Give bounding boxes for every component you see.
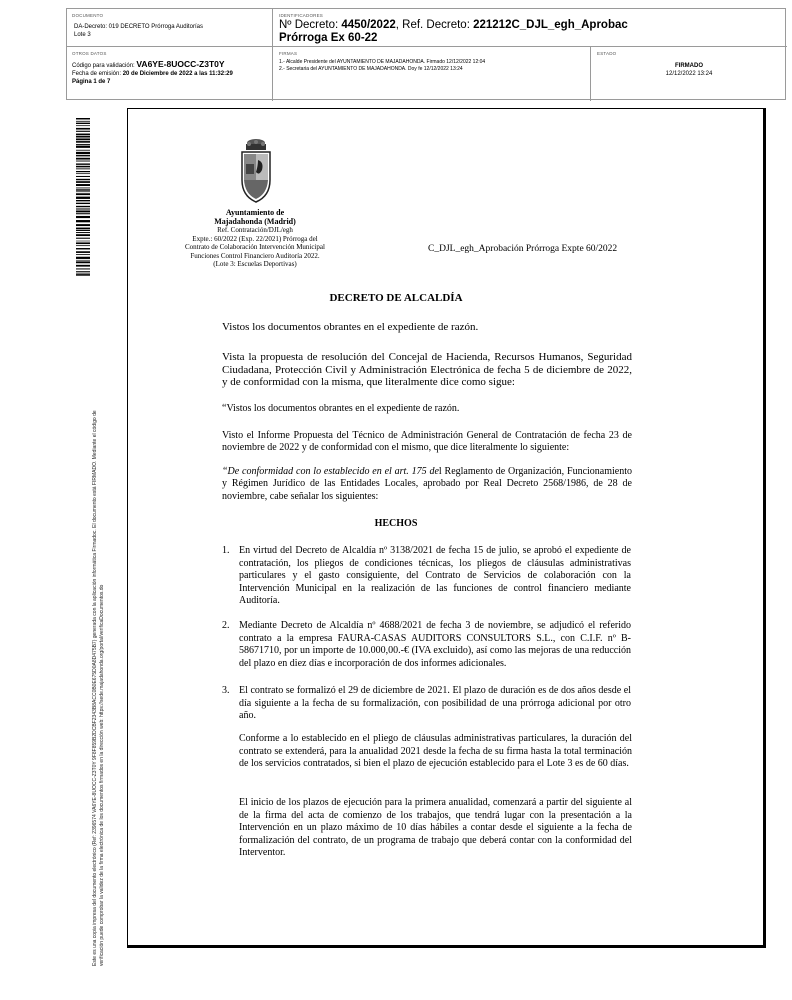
estado-label: ESTADO: [597, 51, 617, 56]
firmas-label: FIRMAS: [279, 51, 298, 56]
coat-of-arms-icon: [234, 136, 278, 206]
ref-line2: Prórroga Ex 60-22: [279, 32, 378, 44]
firmas-cell: [273, 47, 591, 101]
validation-code: VA6YE-8UOCC-Z3T0Y: [136, 59, 225, 69]
identificadores-cell: [273, 9, 787, 47]
list-item-text: Mediante Decreto de Alcaldía nº 4688/2021 de fecha 3 de noviembre, se adjudicó el referido contrato a la empresa FAURA-CASAS AUDITORS CONSULTORS S.L., con C.I.F. nº B-58671710, por un importe de 10.000,00.-€ (IVA excluido), así como las mejoras de una reducción del plazo en diez días e incorporación de dos informes adicionales.: [239, 620, 631, 669]
estado-cell: [591, 47, 787, 101]
list-item-number: 3.: [222, 685, 230, 696]
identificadores-label: IDENTIFICADORES: [279, 13, 324, 18]
list-item-text: En virtud del Decreto de Alcaldía nº 3138/2021 de fecha 15 de julio, se aprobó el expediente de contratación, los pliegos de condiciones técnicas, los pliegos de cláusulas administrativas particulares y el gasto consiguiente, del Contrato de Servicios de colaboración con la Intervención Municipal en la realización de las funciones de control financiero mediante Auditoría.: [239, 545, 631, 607]
document-ref-code: C_DJL_egh_Aprobación Prórroga Expte 60/2022: [428, 244, 618, 254]
paragraph-5: [222, 466, 632, 503]
vertical-line-1: Este es una copia impresa del documento electrónico (Ref: 2396574 VA6YE-8UOCC-Z3T0Y 9F8F859B2DCBF2343B8ACC0B0E675D0A8D475B7) generada con la aplicación informática Firmadoc. El documento está FIRMADO. Mediante el código de: [92, 410, 98, 966]
estado-fecha: 12/12/2022 13:24: [665, 71, 713, 77]
paragraph-5-italic: “De conformidad con lo establecido en el art. 175 de: [222, 466, 439, 477]
vertical-line-2: verificación puede comprobar la validez de la firma electrónica de los documentos firmados en la dirección web: https://sede.majadahonda.org/portal/verificaDocumentos.do: [99, 584, 105, 966]
fecha-emision: 20 de Diciembre de 2022 a las 11:32:29: [122, 71, 233, 77]
barcode-icon: [76, 118, 90, 276]
documento-cell: [67, 9, 273, 47]
paragraph-3: “Vistos los documentos obrantes en el expediente de razón.: [222, 403, 460, 414]
ref-value: 221212C_DJL_egh_Aprobac: [473, 19, 628, 31]
expediente-line1: Expte.: 60/2022 (Exp. 22/2021) Prórroga del: [192, 234, 318, 243]
list-item-number: 2.: [222, 620, 230, 631]
documento-line2: Lote 3: [74, 32, 91, 38]
codigo-label: Código para validación:: [72, 63, 135, 69]
otros-datos-cell: [67, 47, 273, 101]
decreto-prefix: Nº Decreto:: [279, 19, 339, 31]
estado-value: FIRMADO: [675, 63, 703, 69]
otros-label: OTROS DATOS: [72, 51, 107, 56]
decreto-number: 4450/2022: [341, 19, 396, 31]
ref-contratacion: Ref. Contratación/DJL/egh: [217, 226, 293, 234]
list-item: [222, 545, 632, 609]
documento-line1: DA-Decreto: 019 DECRETO Prórroga Auditorías: [74, 24, 203, 30]
paragraph-4: Visto el Informe Propuesta del Técnico de Administración General de Contratación de fecha 23 de noviembre de 2022 y de conformidad con el mismo, que dice literalmente lo siguiente:: [222, 430, 632, 453]
expediente-line4: (Lote 3: Escuelas Deportivas): [213, 260, 297, 268]
list-item-text: El contrato se formalizó el 29 de diciembre de 2021. El plazo de duración es de dos años desde el día siguiente a la fecha de su formalización, con posibilidad de una prórroga adicional por otro año.: [239, 685, 631, 722]
ref-prefix: , Ref. Decreto:: [395, 19, 470, 31]
firma-1: 1.- Alcalde Presidente del AYUNTAMIENTO DE MAJADAHONDA. Firmado 12/12/2022 12:04: [279, 59, 486, 65]
page-count: Página 1 de 7: [72, 79, 111, 85]
list-item-number: 1.: [222, 545, 230, 556]
list-item: [222, 620, 632, 672]
expediente-line2: Contrato de Colaboración Intervención Municipal: [185, 243, 325, 251]
signature-header: [66, 8, 786, 100]
org-name-2: Majadahonda (Madrid): [214, 217, 296, 226]
page-title: DECRETO DE ALCALDÍA: [329, 292, 463, 304]
list-item: [222, 685, 632, 725]
paragraph-5-rest: l Reglamento de Organización, Funcionamiento y Régimen Jurídico de las Entidades Locales, aprobado por Real Decreto 2568/1986, de 28 de noviembre, cabe señalar los siguientes:: [222, 466, 632, 502]
paragraph-7: El inicio de los plazos de ejecución para la primera anualidad, comenzará a partir del siguiente al de la firma del acta de comienzo de los trabajos, que tendrá lugar con la presentación a la Intervención en un plazo máximo de 10 días hábiles a contar desde el siguiente a la fecha de formalización del contrato, de un programa de trabajo que deberá contar con la conformidad del Interventor.: [239, 797, 632, 859]
fecha-label: Fecha de emisión:: [72, 71, 122, 77]
paragraph-2: Vista la propuesta de resolución del Concejal de Hacienda, Recursos Humanos, Seguridad Ciudadana, Protección Civil y Administración Electrónica de fecha 5 de diciembre de 2022, y de conformidad con la misma, que literalmente dice como sigue:: [222, 351, 632, 389]
firma-2: 2.- Secretaria del AYUNTAMIENTO DE MAJADAHONDA. Doy fe 12/12/2022 13:24: [279, 65, 463, 72]
paragraph-1: Vistos los documentos obrantes en el expediente de razón.: [222, 321, 479, 333]
paragraph-6: Conforme a lo establecido en el pliego de cláusulas administrativas particulares, la duración del contrato se extenderá, para la anualidad 2021 desde la fecha de su firma hasta la total terminación de los servicios contratados, si bien el plazo de ejecución establecido para el Lote 3 es de 60 días.: [239, 733, 632, 770]
expediente-line3: Funciones Control Financiero Auditoría 2022.: [190, 251, 320, 260]
vertical-verification-text: [92, 296, 106, 966]
letterhead: [160, 208, 350, 269]
org-name: Ayuntamiento de: [225, 208, 285, 217]
hechos-heading: HECHOS: [374, 518, 418, 529]
documento-label: DOCUMENTO: [72, 13, 104, 18]
